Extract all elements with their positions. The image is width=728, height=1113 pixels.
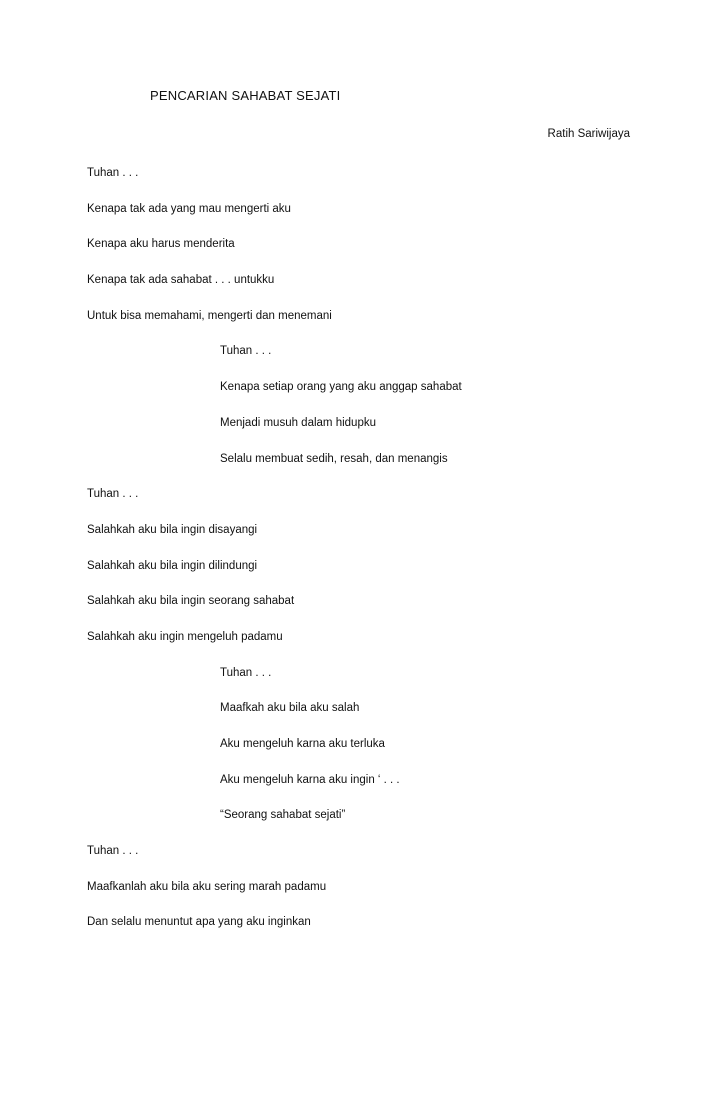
poem-line: Kenapa aku harus menderita: [87, 238, 235, 251]
poem-author: Ratih Sariwijaya: [547, 128, 630, 140]
poem-line: Tuhan . . .: [220, 666, 272, 679]
poem-line: Untuk bisa memahami, mengerti dan menemani: [87, 309, 332, 322]
poem-line: Maafkah aku bila aku salah: [220, 702, 360, 715]
poem-title: PENCARIAN SAHABAT SEJATI: [150, 88, 341, 103]
poem-line: Salahkah aku bila ingin disayangi: [87, 523, 258, 536]
poem-line: Salahkah aku ingin mengeluh padamu: [87, 630, 283, 643]
poem-line: Menjadi musuh dalam hidupku: [220, 416, 376, 429]
poem-line: Maafkanlah aku bila aku sering marah padamu: [87, 880, 327, 893]
poem-line: Tuhan . . .: [87, 845, 139, 858]
poem-line: Selalu membuat sedih, resah, dan menangis: [220, 452, 448, 465]
poem-line: Salahkah aku bila ingin dilindungi: [87, 559, 258, 572]
poem-line: Kenapa tak ada yang mau mengerti aku: [87, 202, 291, 215]
poem-line: Tuhan . . .: [87, 488, 139, 501]
poem-line: Salahkah aku bila ingin seorang sahabat: [87, 595, 295, 608]
poem-line: Kenapa tak ada sahabat . . . untukku: [87, 274, 275, 287]
poem-line: “Seorang sahabat sejati”: [220, 809, 346, 822]
poem-line: Aku mengeluh karna aku terluka: [220, 738, 385, 750]
poem-line: Tuhan . . .: [87, 167, 139, 179]
poem-line: Kenapa setiap orang yang aku anggap sahabat: [220, 381, 462, 394]
poem-line: Dan selalu menuntut apa yang aku inginkan: [87, 916, 311, 929]
poem-body: [87, 165, 647, 950]
poem-line: Tuhan . . .: [220, 345, 272, 358]
poem-line: Aku mengeluh karna aku ingin ‘ . . .: [220, 773, 400, 786]
